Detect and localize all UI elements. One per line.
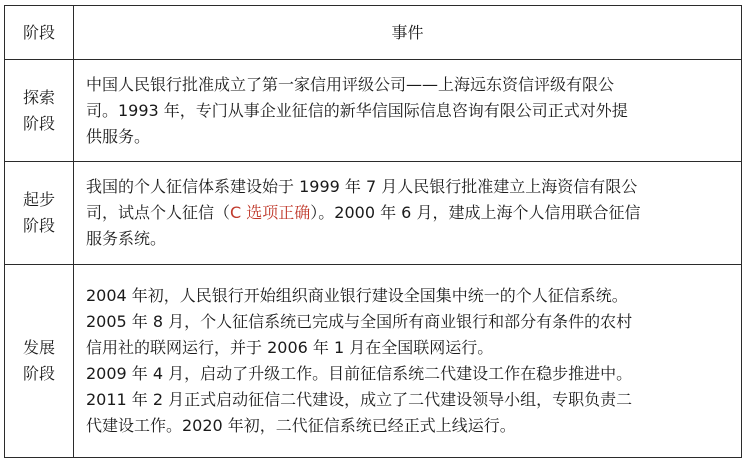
event-text-line: 2011 年 2 月正式启动征信二代建设，成立了二代建设领导小组，专职负责二 [86, 390, 633, 409]
stage-label-line: 阶段 [22, 113, 55, 133]
event-text-segment: 司，试点个人征信（ [86, 203, 231, 222]
document-page [4, 5, 741, 444]
event-cell-development [74, 265, 742, 458]
table-row-development [5, 265, 742, 458]
stage-label-line: 起步 [22, 190, 55, 209]
event-text-line: 供服务。 [86, 126, 151, 146]
stage-label-line: 发展 [22, 338, 55, 357]
event-text-line: 我国的个人征信体系建设始于 1999 年 7 月人民银行批准建立上海资信有限公 [86, 177, 638, 196]
event-text-line: 2009 年 4 月，启动了升级工作。目前征信系统二代建设工作在稳步推进中。 [86, 364, 633, 383]
event-cell-initial [74, 162, 742, 265]
event-text-line: 信用社的联网运行，并于 2006 年 1 月在全国联网运行。 [86, 338, 494, 357]
event-text-line-with-note [86, 200, 729, 226]
event-text-line: 中国人民银行批准成立了第一家信用评级公司——上海远东资信评级有限公 [86, 74, 615, 94]
stage-cell-development [5, 265, 74, 458]
stage-cell-initial [5, 162, 74, 265]
event-text-segment: ）。2000 年 6 月，建成上海个人信用联合征信 [310, 203, 641, 222]
table-row-initial [5, 162, 742, 265]
event-cell-exploration [74, 60, 742, 162]
table-row-exploration [5, 60, 742, 162]
event-text-line: 司。1993 年，专门从事企业征信的新华信国际信息咨询有限公司正式对外提 [86, 100, 628, 120]
event-text-line: 代建设工作。2020 年初，二代征信系统已经正式上线运行。 [86, 416, 516, 435]
stage-label-line: 阶段 [22, 216, 55, 235]
event-column-header: 事件 [74, 6, 742, 60]
credit-history-table [4, 5, 742, 458]
event-text-line: 服务系统。 [86, 229, 167, 248]
stage-cell-exploration [5, 60, 74, 162]
stage-label-line: 探索 [22, 87, 55, 107]
answer-note-highlight: C 选项正确 [230, 203, 311, 222]
stage-column-header: 阶段 [5, 6, 74, 60]
event-text-line: 2005 年 8 月，个人征信系统已完成与全国所有商业银行和部分有条件的农村 [86, 312, 633, 331]
table-header-row [5, 6, 742, 60]
stage-label-line: 阶段 [22, 364, 55, 383]
event-text-line: 2004 年初，人民银行开始组织商业银行建设全国集中统一的个人征信系统。 [86, 286, 628, 305]
